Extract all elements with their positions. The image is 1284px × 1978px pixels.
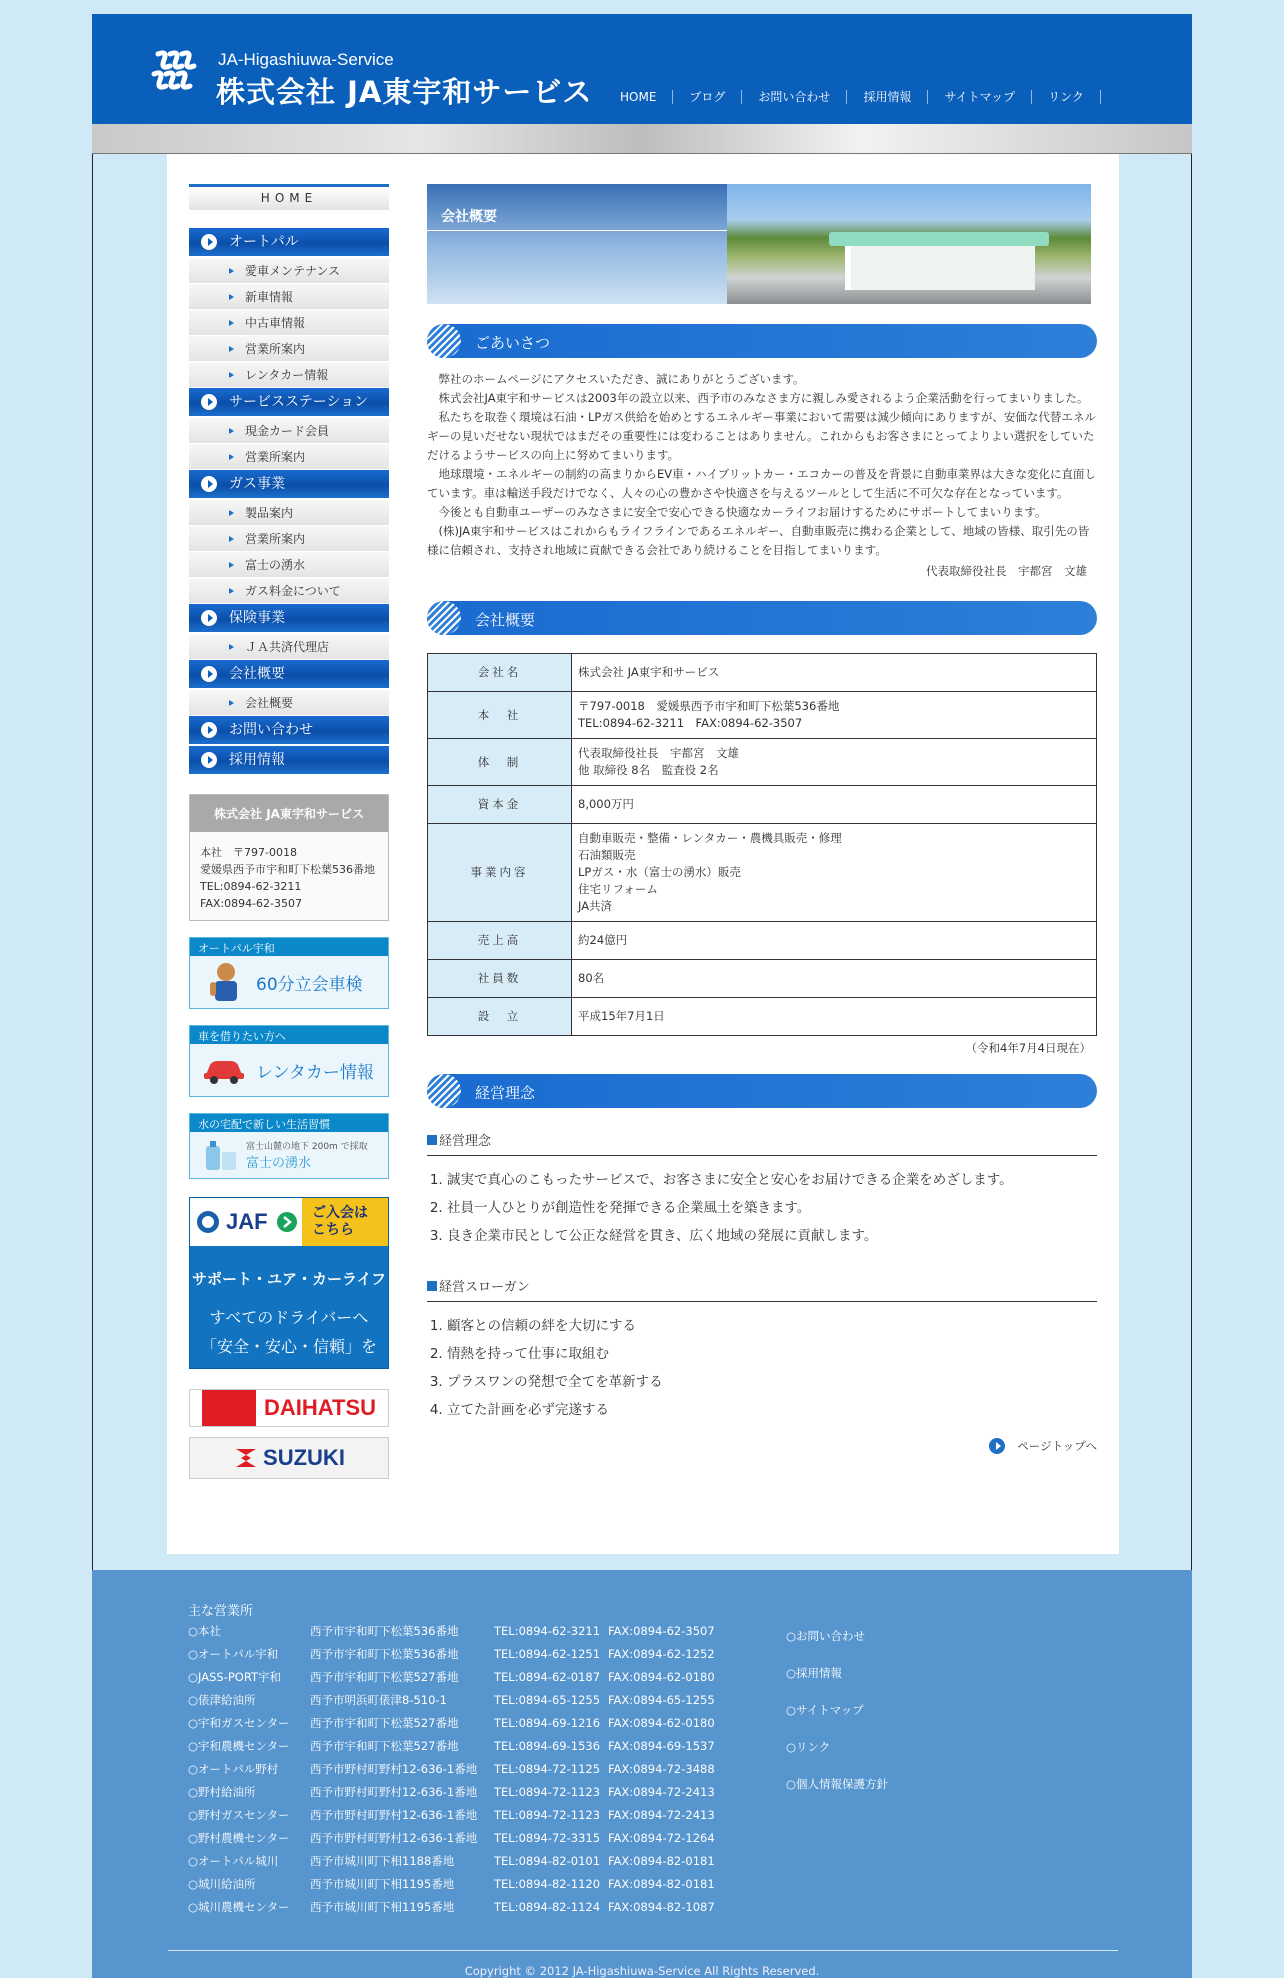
office-name: ○城川給油所	[188, 1877, 256, 1891]
greeting-paragraph: 株式会社JA東宇和サービスは2003年の設立以来、西予市のみなさま方に親しみ愛されるよう企業活動を行ってまいりました。	[438, 391, 1089, 405]
table-key: 社員数	[428, 960, 572, 998]
jaf-join-area	[302, 1198, 388, 1246]
list-item: 3. 良き企業市民として公正な経営を貫き、広く地域の発展に貢献します。	[447, 1222, 1097, 1250]
nav-sitemap[interactable]: サイトマップ	[928, 90, 1032, 104]
philosophy-subheading: 経営理念	[427, 1130, 1097, 1156]
office-name: ○JASS-PORT宇和	[188, 1670, 282, 1684]
office-row	[188, 1666, 728, 1689]
sidebar-group-contact[interactable]	[189, 716, 389, 744]
list-item: 2. 情熱を持って仕事に取組む	[447, 1340, 1097, 1368]
office-row	[188, 1873, 728, 1896]
office-tel: TEL:0894-69-1536	[494, 1739, 601, 1753]
sidebar	[189, 184, 389, 1479]
office-tel: TEL:0894-72-1123	[494, 1808, 601, 1822]
slogan-subheading: 経営スローガン	[427, 1276, 1097, 1302]
page-frame	[92, 14, 1192, 1978]
sidebar-item-rental[interactable]: レンタカー情報	[189, 362, 389, 388]
banner-small-text: 富士山麓の地下 200m で採取	[246, 1142, 368, 1152]
table-value	[572, 998, 1097, 1036]
logo-japanese: 株式会社 JA東宇和サービス	[216, 75, 593, 109]
greeting-text	[427, 370, 1097, 581]
office-tel: TEL:0894-82-0101	[494, 1854, 601, 1868]
office-fax: FAX:0894-72-2413	[608, 1808, 715, 1822]
nav-blog[interactable]: ブログ	[673, 90, 742, 104]
office-fax: FAX:0894-62-3507	[608, 1624, 715, 1638]
jaf-line-3: 「安全・安心・信頼」を	[200, 1337, 377, 1356]
address-line: 本社 〒797-0018	[200, 846, 297, 859]
table-value	[572, 739, 1097, 786]
table-key: 設 立	[428, 998, 572, 1036]
suzuki-emblem-icon	[233, 1445, 259, 1471]
section-header-overview	[427, 601, 1097, 635]
nav-contact[interactable]: お問い合わせ	[742, 90, 847, 104]
jaf-logo-text: JAF	[226, 1209, 268, 1234]
arrow-right-icon	[276, 1211, 298, 1233]
hero-title: 会社概要	[441, 209, 497, 225]
arrow-circle-icon	[989, 1438, 1005, 1454]
office-tel: TEL:0894-72-1123	[494, 1785, 601, 1799]
nav-recruit[interactable]: 採用情報	[847, 90, 928, 104]
table-value	[572, 786, 1097, 824]
office-row	[188, 1896, 728, 1919]
sidebar-group-gas[interactable]	[189, 470, 389, 498]
address-box-body	[190, 832, 388, 920]
global-nav	[620, 90, 1101, 104]
sidebar-item-gas-office[interactable]: 営業所案内	[189, 526, 389, 552]
banner-head: 水の宅配で新しい生活習慣	[190, 1114, 388, 1132]
sidebar-item-office[interactable]: 営業所案内	[189, 336, 389, 362]
table-key: 事業内容	[428, 824, 572, 922]
table-row	[428, 739, 1097, 786]
sidebar-item-gas-fee[interactable]: ガス料金について	[189, 578, 389, 604]
sidebar-group-recruit[interactable]	[189, 746, 389, 774]
greeting-signature: 代表取締役社長 宇都宮 文雄	[926, 564, 1087, 578]
daihatsu-banner[interactable]	[189, 1389, 389, 1427]
sidebar-group-company[interactable]	[189, 660, 389, 688]
greeting-paragraph: 今後とも自動車ユーザーのみなさまに安全で安心できる快適なカーライフお届けするためにサポートしてまいります。	[438, 505, 1047, 519]
office-tel: TEL:0894-62-0187	[494, 1670, 601, 1684]
value-line: 株式会社 JA東宇和サービス	[578, 665, 720, 679]
office-address: 西予市宇和町下松葉527番地	[310, 1670, 459, 1684]
table-value	[572, 692, 1097, 739]
office-name: ○城川農機センター	[188, 1900, 290, 1914]
sidebar-home-button[interactable]: HOME	[189, 184, 389, 210]
office-address: 西予市宇和町下松葉527番地	[310, 1739, 459, 1753]
page-top-label: ページトップへ	[1017, 1439, 1097, 1453]
banner-rental[interactable]	[189, 1025, 389, 1097]
value-line: LPガス・水（富士の湧水）販売	[578, 865, 741, 879]
value-line: 約24億円	[578, 933, 628, 947]
suzuki-banner[interactable]	[189, 1437, 389, 1479]
page-top-link[interactable]	[427, 1438, 1097, 1454]
office-row	[188, 1781, 728, 1804]
office-tel: TEL:0894-69-1216	[494, 1716, 601, 1730]
greeting-paragraph: 私たちを取巻く環境は石油・LPガス供給を始めとするエネルギー事業において需要は減少傾向にありますが、安価な代替エネルギーの見いだせない現状ではまだその重要性には変わることはありません。これからもお客さまにとってよりよい選択をしていただけるようサービスの向上に努めてまいります。	[427, 410, 1096, 462]
sidebar-menu	[189, 228, 389, 774]
hero-rule	[427, 230, 727, 231]
office-fax: FAX:0894-62-0180	[608, 1670, 715, 1684]
section-title: 会社概要	[475, 611, 536, 629]
sidebar-item-cash-card[interactable]: 現金カード会員	[189, 418, 389, 444]
office-row	[188, 1804, 728, 1827]
sidebar-item-ja-kyosai[interactable]: ＪＡ共済代理店	[189, 634, 389, 660]
footer-divider	[168, 1950, 1118, 1951]
office-address: 西予市宇和町下松葉536番地	[310, 1647, 459, 1661]
office-tel: TEL:0894-82-1124	[494, 1900, 601, 1914]
office-fax: FAX:0894-72-2413	[608, 1785, 715, 1799]
list-item: 3. プラスワンの発想で全てを革新する	[447, 1368, 1097, 1396]
table-key: 会社名	[428, 654, 572, 692]
footer-link-contact[interactable]: ○お問い合わせ	[786, 1629, 866, 1643]
table-key: 体 制	[428, 739, 572, 786]
office-row	[188, 1735, 728, 1758]
company-address-box	[189, 794, 389, 921]
value-line: 住宅リフォーム	[578, 882, 658, 896]
address-line: TEL:0894-62-3211	[200, 880, 302, 893]
sidebar-item-new-car[interactable]: 新車情報	[189, 284, 389, 310]
table-row	[428, 922, 1097, 960]
footer-link-links[interactable]: ○リンク	[786, 1740, 831, 1754]
office-tel: TEL:0894-72-1125	[494, 1762, 601, 1776]
office-name: ○俵津給油所	[188, 1693, 256, 1707]
office-address: 西予市野村町野村12-636-1番地	[310, 1831, 478, 1845]
banner-text: レンタカー情報	[256, 1062, 374, 1083]
office-name: ○野村給油所	[188, 1785, 256, 1799]
site-footer	[92, 1570, 1192, 1978]
sidebar-item-ss-office[interactable]: 営業所案内	[189, 444, 389, 470]
office-address: 西予市野村町野村12-636-1番地	[310, 1762, 478, 1776]
value-line: 代表取締役社長 宇都宮 文雄	[578, 746, 739, 760]
table-key: 本 社	[428, 692, 572, 739]
hatch-decoration	[427, 324, 461, 358]
jaf-join-text: ご入会は こちら	[312, 1205, 368, 1238]
office-tel: TEL:0894-62-1251	[494, 1647, 601, 1661]
footer-offices-title: 主な営業所	[188, 1604, 254, 1619]
section-title: 経営理念	[475, 1084, 536, 1102]
arrow-circle-icon	[201, 394, 217, 410]
greeting-paragraph: (株)JA東宇和サービスはこれからもライフラインであるエネルギー、自動車販売に携わる企業として、地域の皆様、取引先の皆様に信頼され、支持され地域に貢献できる会社であり続けることを目指してまいります。	[427, 524, 1090, 557]
table-row	[428, 998, 1097, 1036]
sidebar-group-label: ガス事業	[229, 476, 285, 492]
sidebar-item-used-car[interactable]: 中古車情報	[189, 310, 389, 336]
office-name: ○宇和ガスセンター	[188, 1716, 290, 1730]
jaf-emblem-icon	[196, 1210, 220, 1234]
sidebar-item-fuji-water[interactable]: 富士の湧水	[189, 552, 389, 578]
footer-link-sitemap[interactable]: ○サイトマップ	[786, 1703, 864, 1717]
office-address: 西予市野村町野村12-636-1番地	[310, 1785, 478, 1799]
office-row	[188, 1712, 728, 1735]
sidebar-item-products[interactable]: 製品案内	[189, 500, 389, 526]
section-header-greeting	[427, 324, 1097, 358]
sidebar-group-label: お問い合わせ	[229, 722, 313, 738]
sidebar-group-insurance[interactable]	[189, 604, 389, 632]
office-fax: FAX:0894-82-1087	[608, 1900, 715, 1914]
arrow-circle-icon	[201, 752, 217, 768]
banner-body	[190, 956, 388, 1008]
table-key: 売上高	[428, 922, 572, 960]
site-header	[92, 14, 1192, 124]
section-header-philosophy	[427, 1074, 1097, 1108]
list-item: 4. 立てた計画を必ず完遂する	[447, 1396, 1097, 1424]
table-row	[428, 654, 1097, 692]
mechanic-icon	[202, 958, 250, 1006]
content-area	[167, 154, 1119, 1554]
banner-body	[190, 1132, 388, 1178]
office-name: ○宇和農機センター	[188, 1739, 290, 1753]
table-value	[572, 654, 1097, 692]
station-building	[845, 246, 1035, 290]
hatch-decoration	[427, 601, 461, 635]
daihatsu-logo-text: DAIHATSU	[263, 1395, 377, 1420]
table-row	[428, 824, 1097, 922]
sidebar-item-company-overview[interactable]: 会社概要	[189, 690, 389, 716]
station-roof	[829, 232, 1049, 246]
table-value	[572, 824, 1097, 922]
value-line: JA共済	[578, 899, 613, 913]
office-name: ○オートパル城川	[188, 1854, 279, 1868]
banner-body	[190, 1044, 388, 1096]
silver-band	[92, 124, 1192, 154]
list-item: 1. 顧客との信頼の絆を大切にする	[447, 1312, 1097, 1340]
value-line: 平成15年7月1日	[578, 1009, 665, 1023]
page-body	[92, 154, 1192, 1570]
table-value	[572, 960, 1097, 998]
table-row	[428, 692, 1097, 739]
nav-links[interactable]: リンク	[1032, 90, 1101, 104]
hatch-decoration	[427, 1074, 461, 1108]
office-tel: TEL:0894-65-1255	[494, 1693, 601, 1707]
address-box-title: 株式会社 JA東宇和サービス	[190, 795, 388, 832]
office-fax: FAX:0894-69-1537	[608, 1739, 715, 1753]
company-logo-icon[interactable]	[150, 46, 206, 98]
jaf-banner-top	[190, 1198, 388, 1246]
sidebar-group-label: 保険事業	[229, 610, 285, 626]
office-row	[188, 1850, 728, 1873]
office-name: ○オートパル野村	[188, 1762, 279, 1776]
office-row	[188, 1620, 728, 1643]
arrow-circle-icon	[201, 234, 217, 250]
office-name: ○野村農機センター	[188, 1831, 290, 1845]
suzuki-logo-text: SUZUKI	[263, 1445, 345, 1470]
value-line: 他 取締役 8名 監査役 2名	[578, 763, 719, 777]
office-row	[188, 1827, 728, 1850]
arrow-circle-icon	[201, 610, 217, 626]
copyright: Copyright © 2012 JA-Higashiuwa-Service All Rights Reserved.	[464, 1964, 820, 1978]
section-title: ごあいさつ	[475, 334, 551, 352]
office-fax: FAX:0894-82-0181	[608, 1854, 715, 1868]
office-tel: TEL:0894-72-3315	[494, 1831, 601, 1845]
sidebar-group-autopal[interactable]	[189, 228, 389, 256]
jaf-line-1: サポート・ユア・カーライフ	[191, 1270, 387, 1288]
office-fax: FAX:0894-72-1264	[608, 1831, 715, 1845]
office-address: 西予市宇和町下松葉536番地	[310, 1624, 459, 1638]
logo-english: JA-Higashiuwa-Service	[218, 50, 394, 69]
office-address: 西予市宇和町下松葉527番地	[310, 1716, 459, 1730]
office-fax: FAX:0894-72-3488	[608, 1762, 715, 1776]
footer-link-privacy[interactable]: ○個人情報保護方針	[786, 1777, 889, 1791]
office-row	[188, 1689, 728, 1712]
office-name: ○本社	[188, 1624, 222, 1638]
sidebar-group-label: 会社概要	[229, 666, 285, 682]
office-row	[188, 1758, 728, 1781]
office-fax: FAX:0894-65-1255	[608, 1693, 715, 1707]
footer-link-recruit[interactable]: ○採用情報	[786, 1666, 843, 1680]
sidebar-item-maintenance[interactable]: 愛車メンテナンス	[189, 258, 389, 284]
office-fax: FAX:0894-62-1252	[608, 1647, 715, 1661]
address-line: 愛媛県西予市宇和町下松葉536番地	[200, 863, 375, 876]
arrow-circle-icon	[201, 722, 217, 738]
arrow-circle-icon	[201, 476, 217, 492]
sidebar-group-label: オートパル	[229, 234, 299, 250]
table-row	[428, 786, 1097, 824]
main-content	[427, 184, 1097, 1454]
philosophy-list	[427, 1166, 1097, 1250]
office-row	[188, 1643, 728, 1666]
value-line: TEL:0894-62-3211 FAX:0894-62-3507	[578, 716, 803, 730]
jaf-logo-area	[190, 1198, 302, 1246]
car-icon	[202, 1055, 246, 1085]
banner-text: 富士の湧水	[246, 1156, 312, 1171]
value-line: 〒797-0018 愛媛県西予市宇和町下松葉536番地	[578, 699, 840, 713]
office-address: 西予市城川町下相1188番地	[310, 1854, 455, 1868]
list-item: 2. 社員一人ひとりが創造性を発揮できる企業風土を築きます。	[447, 1194, 1097, 1222]
footer-links	[786, 1628, 888, 1813]
sidebar-group-label: 採用情報	[229, 752, 285, 768]
banner-inspection[interactable]	[189, 937, 389, 1009]
company-overview-table	[427, 653, 1097, 1036]
arrow-circle-icon	[201, 666, 217, 682]
table-key: 資本金	[428, 786, 572, 824]
banner-fuji-water[interactable]	[189, 1113, 389, 1179]
address-line: FAX:0894-62-3507	[200, 897, 303, 910]
greeting-paragraph: 弊社のホームページにアクセスいただき、誠にありがとうございます。	[438, 372, 805, 386]
office-fax: FAX:0894-62-0180	[608, 1716, 715, 1730]
banner-text: 60分立会車検	[256, 974, 363, 995]
slogan-list	[427, 1312, 1097, 1424]
office-address: 西予市明浜町俵津8-510-1	[310, 1693, 447, 1707]
overview-date-note: （令和4年7月4日現在）	[965, 1041, 1091, 1055]
office-address: 西予市城川町下相1195番地	[310, 1877, 455, 1891]
list-item: 1. 誠実で真心のこもったサービスで、お客さまに安全と安心をお届けできる企業をめざします。	[447, 1166, 1097, 1194]
value-line: 石油類販売	[578, 848, 636, 862]
office-fax: FAX:0894-82-0181	[608, 1877, 715, 1891]
office-address: 西予市城川町下相1195番地	[310, 1900, 455, 1914]
table-value	[572, 922, 1097, 960]
banner-head: オートパル宇和	[190, 938, 388, 956]
hero-banner	[427, 184, 1091, 304]
office-address: 西予市野村町野村12-636-1番地	[310, 1808, 478, 1822]
jaf-banner[interactable]	[189, 1197, 389, 1369]
jaf-line-2: すべてのドライバーへ	[209, 1308, 369, 1327]
footer-offices-list	[188, 1620, 728, 1919]
daihatsu-emblem-icon	[202, 1390, 256, 1426]
office-name: ○野村ガスセンター	[188, 1808, 290, 1822]
office-tel: TEL:0894-82-1120	[494, 1877, 601, 1891]
table-row	[428, 960, 1097, 998]
value-line: 80名	[578, 971, 605, 985]
value-line: 自動車販売・整備・レンタカー・農機具販売・修理	[578, 831, 842, 845]
value-line: 8,000万円	[578, 797, 634, 811]
greeting-paragraph: 地球環境・エネルギーの制約の高まりからEV車・ハイブリットカー・エコカーの普及を背景に自動車業界は大きな変化に直面しています。車は輸送手段だけでなく、人々の心の豊かさや快適さを与えるツールとして生活に不可欠な存在となっています。	[427, 467, 1097, 500]
nav-home[interactable]: HOME	[620, 90, 673, 104]
water-bottle-icon	[200, 1138, 240, 1172]
sidebar-group-service-station[interactable]	[189, 388, 389, 416]
banner-head: 車を借りたい方へ	[190, 1026, 388, 1044]
office-name: ○オートパル宇和	[188, 1647, 279, 1661]
office-tel: TEL:0894-62-3211	[494, 1624, 601, 1638]
sidebar-group-label: サービスステーション	[229, 394, 369, 410]
